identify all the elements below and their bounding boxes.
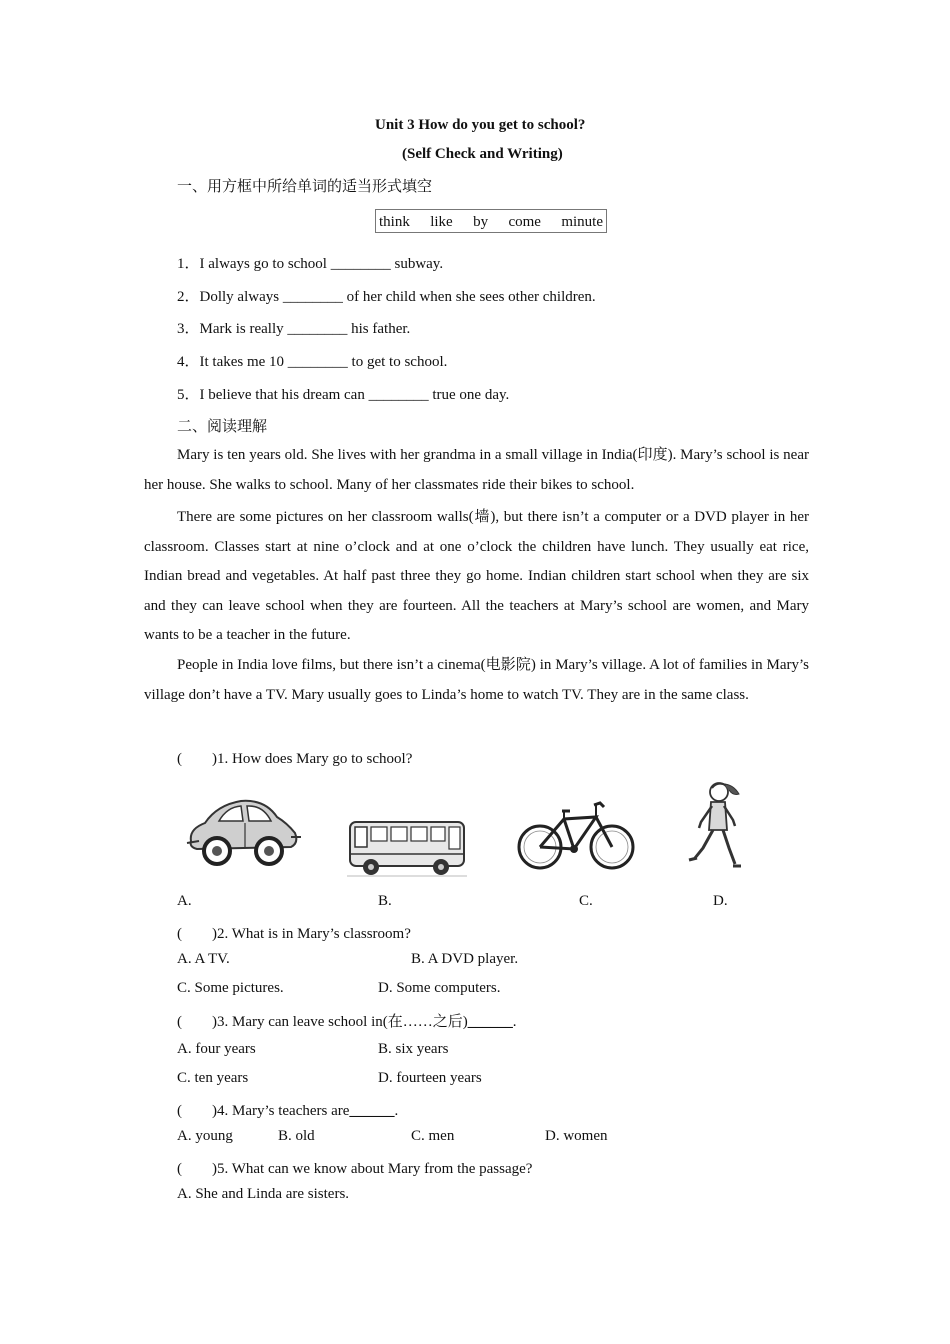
word-box-item: by bbox=[473, 214, 489, 230]
question-1: ( )1. How does Mary go to school? bbox=[177, 751, 413, 767]
section-heading-reading: 二、阅读理解 bbox=[177, 419, 268, 435]
car-icon bbox=[183, 793, 305, 873]
q2-option-a: A. A TV. bbox=[177, 951, 230, 967]
q4-option-c: C. men bbox=[411, 1128, 455, 1144]
q1-option-b: B. bbox=[378, 893, 392, 909]
word-box-item: minute bbox=[561, 214, 603, 230]
q2-option-b: B. A DVD player. bbox=[411, 951, 519, 967]
word-box bbox=[375, 209, 607, 233]
q4-option-d: D. women bbox=[545, 1128, 608, 1144]
q2-option-c: C. Some pictures. bbox=[177, 980, 284, 996]
question-4-text: ( )4. Mary’s teachers are bbox=[177, 1103, 350, 1119]
q3-option-b: B. six years bbox=[378, 1041, 449, 1057]
passage-paragraph-3: People in India love films, but there isn’t a cinema(电影院) in Mary’s village. A lot of families in Mary’s village don’t have a TV. Mary usually goes to Linda’s home to watch TV. They are in the same class. bbox=[144, 657, 809, 703]
bicycle-icon bbox=[516, 795, 638, 873]
passage-paragraph-2: There are some pictures on her classroom walls(墙), but there isn’t a computer or a DVD player in her classroom. Classes start at nine o’clock and at one o’clock the children have lunch. They usually eat rice, Indian bread and vegetables. At half past three they go home. Indian children start school when they are six and they can leave school when they are fourteen. All the teachers at Mary’s school are women, and Mary wants to be a teacher in the future. bbox=[144, 509, 809, 643]
q5-option-a: A. She and Linda are sisters. bbox=[177, 1186, 350, 1202]
question-5: ( )5. What can we know about Mary from the passage? bbox=[177, 1161, 533, 1177]
question-3-end: . bbox=[512, 1014, 517, 1030]
question-2: ( )2. What is in Mary’s classroom? bbox=[177, 926, 411, 942]
page-subtitle: (Self Check and Writing) bbox=[402, 146, 563, 162]
question-4-blank: ______ bbox=[349, 1103, 395, 1119]
q4-option-a: A. young bbox=[177, 1128, 233, 1144]
fill-in-item-2: 2．Dolly always ________ of her child when she sees other children. bbox=[177, 289, 596, 305]
question-3 bbox=[177, 1010, 517, 1031]
q3-option-d: D. fourteen years bbox=[378, 1070, 482, 1086]
page-title: Unit 3 How do you get to school? bbox=[375, 117, 586, 133]
fill-in-item-3: 3．Mark is really ________ his father. bbox=[177, 321, 411, 337]
question-3-text: ( )3. Mary can leave school in(在……之后) bbox=[177, 1014, 468, 1030]
question-3-blank: ______ bbox=[467, 1014, 513, 1030]
q1-option-a: A. bbox=[177, 893, 192, 909]
fill-in-item-1: 1．I always go to school ________ subway. bbox=[177, 256, 444, 272]
q2-option-d: D. Some computers. bbox=[378, 980, 501, 996]
fill-in-item-4: 4．It takes me 10 ________ to get to school. bbox=[177, 354, 448, 370]
q3-option-c: C. ten years bbox=[177, 1070, 249, 1086]
bus-icon bbox=[347, 818, 469, 880]
word-box-item: think bbox=[379, 214, 410, 230]
q1-option-d: D. bbox=[713, 893, 728, 909]
word-box-item: come bbox=[508, 214, 541, 230]
question-4 bbox=[177, 1099, 398, 1120]
q4-option-b: B. old bbox=[278, 1128, 315, 1144]
question-4-end: . bbox=[394, 1103, 399, 1119]
q3-option-a: A. four years bbox=[177, 1041, 256, 1057]
walking-girl-icon bbox=[685, 778, 747, 872]
word-box-item: like bbox=[430, 214, 453, 230]
q1-option-c: C. bbox=[579, 893, 593, 909]
fill-in-item-5: 5．I believe that his dream can ________ true one day. bbox=[177, 387, 510, 403]
section-heading-fill-in: 一、用方框中所给单词的适当形式填空 bbox=[177, 179, 433, 195]
passage-paragraph-1: Mary is ten years old. She lives with her grandma in a small village in India(印度). Mary’s school is near her house. She walks to school. Many of her classmates ride their bikes to school. bbox=[144, 447, 809, 493]
